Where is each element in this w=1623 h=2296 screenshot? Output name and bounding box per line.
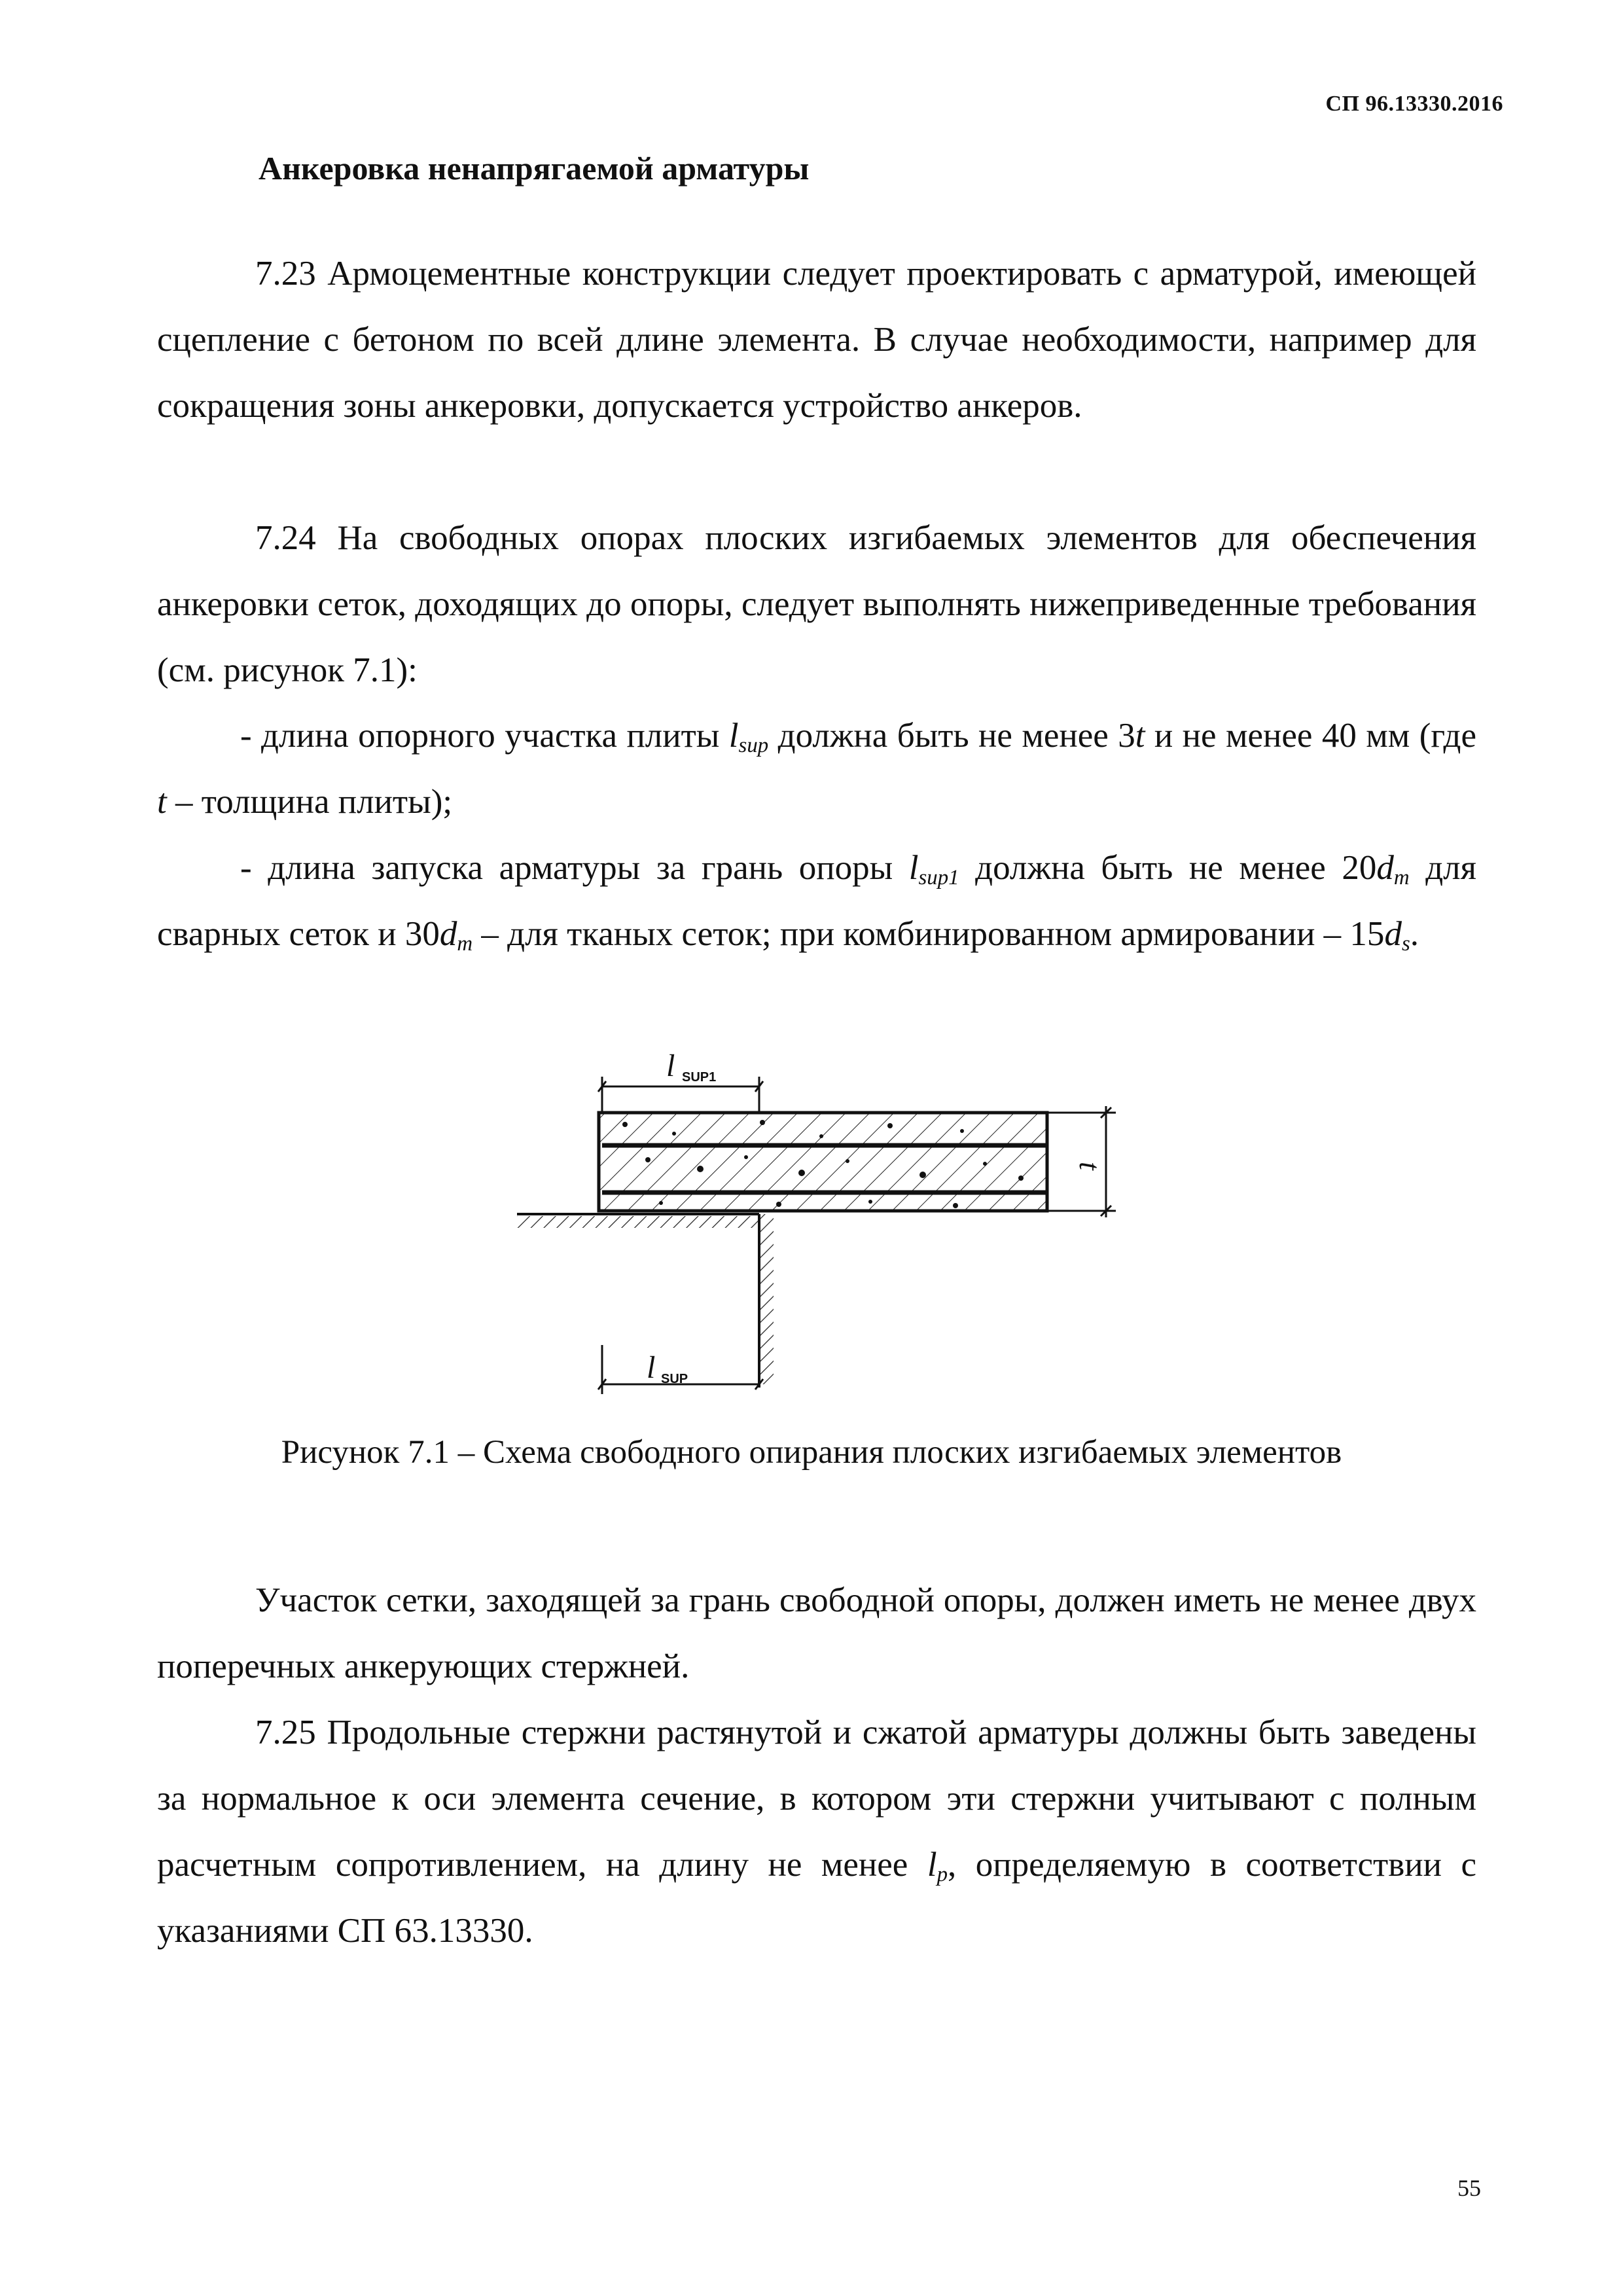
paragraph-7-25: 7.25 Продольные стержни растянутой и сжатой арматуры должны быть заведены за нормальное к оси элемента сечение, в котором эти стержни учитывают с полным расчетным сопротивлением, на длину не менее $l_p$, определяемую в соответствии с указаниями СП 63.13330. xyxy=(157,1713,1477,1950)
paragraph-number: 7.24 xyxy=(255,519,316,557)
paragraph-text: На свободных опорах плоских изгибаемых элементов для обеспечения анкеровки сеток, доходящих до опоры, следует выполнять нижеприведенные требования (см. рисунок 7.1): xyxy=(157,519,1476,689)
support xyxy=(517,1214,774,1388)
svg-text:SUP: SUP xyxy=(661,1372,688,1386)
paragraph-7-24 xyxy=(157,505,1476,704)
slab xyxy=(599,1113,1047,1211)
dimension-lsup1 xyxy=(598,1049,763,1113)
paragraph-number: 7.25 xyxy=(255,1713,316,1751)
document-code: СП 96.13330.2016 xyxy=(1325,92,1503,116)
dimension-t xyxy=(1047,1106,1116,1217)
paragraph-7-23 xyxy=(157,241,1476,439)
paragraph-mesh-anchors: Участок сетки, заходящей за грань свободной опоры, должен иметь не менее двух поперечных анкерующих стержней. xyxy=(157,1581,1476,1685)
dimension-lsup xyxy=(598,1345,763,1394)
svg-text:l: l xyxy=(666,1049,675,1083)
requirement-bullet-1: - длина опорного участка плиты $l_{sup}$ должна быть не менее 3t и не менее 40 мм (где t – толщина плиты); xyxy=(157,717,1476,821)
paragraph-text: Армоцементные конструкции следует проектировать с арматурой, имеющей сцепление с бетоном по всей длине элемента. В случае необходимости, например для сокращения зоны анкеровки, допускается устройство анкеров. xyxy=(157,255,1477,425)
section-title: Анкеровка ненапрягаемой арматуры xyxy=(259,150,810,187)
paragraph-number: 7.23 xyxy=(255,255,316,293)
figure-7-1 xyxy=(504,1021,1139,1420)
requirement-bullet-2: - длина запуска арматуры за грань опоры $l_{sup1}$ должна быть не менее $20d_m$ для сварных сеток и $30d_m$ – для тканых сеток; при комбинированном армировании – $15d_s$. xyxy=(157,849,1476,956)
page-number: 55 xyxy=(1457,2175,1481,2201)
svg-text:l: l xyxy=(647,1350,656,1385)
svg-text:SUP1: SUP1 xyxy=(682,1070,717,1085)
svg-text:t: t xyxy=(1073,1162,1107,1170)
figure-caption: Рисунок 7.1 – Схема свободного опирания плоских изгибаемых элементов xyxy=(281,1434,1342,1471)
